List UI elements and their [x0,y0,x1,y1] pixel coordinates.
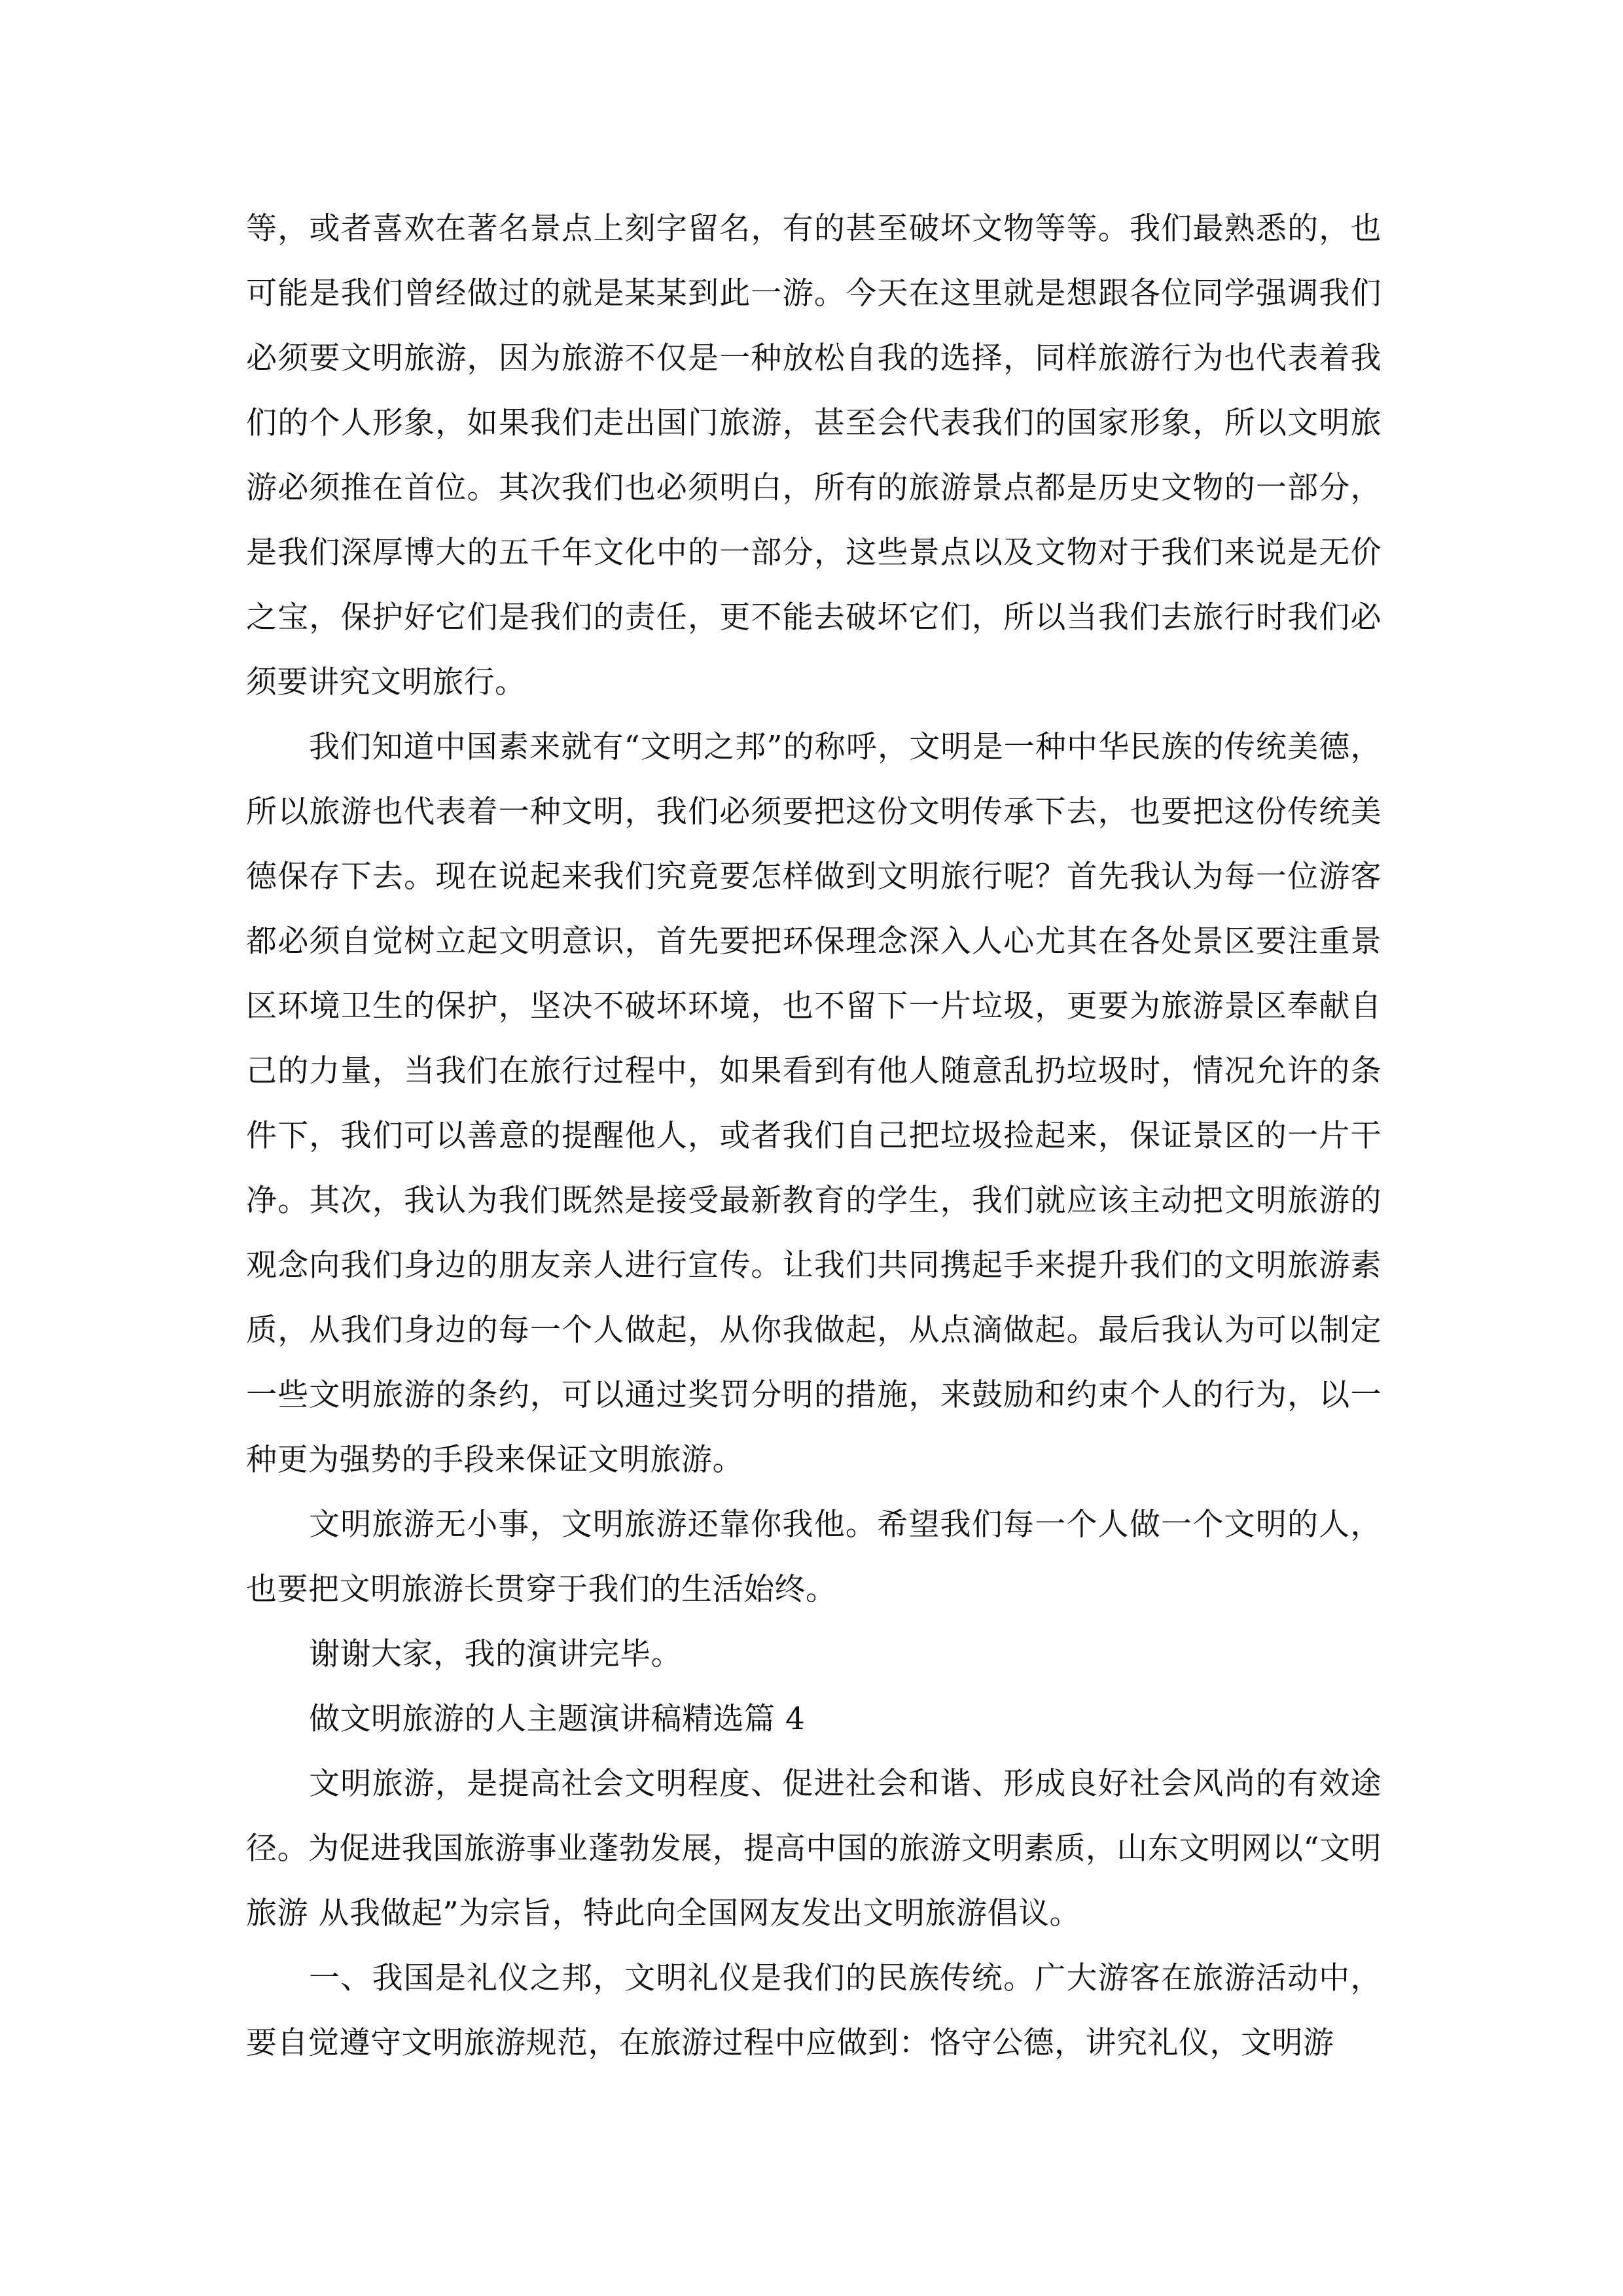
paragraph-thanks: 谢谢大家，我的演讲完毕。 [309,1636,682,1672]
section-heading: 做文明旅游的人主题演讲稿精选篇 4 [309,1701,806,1737]
paragraph-item-one: 一、我国是礼仪之邦，文明礼仪是我们的民族传统。广大游客在旅游活动中，要自觉遵守文明旅游规范，在旅游过程中应做到：恪守公德，讲究礼仪，文明游 [246,1960,1382,2061]
paragraph-initiative: 文明旅游，是提高社会文明程度、促进社会和谐、形成良好社会风尚的有效途径。为促进我国旅游事业蓬勃发展，提高中国的旅游文明素质，山东文明网以“文明旅游 从我做起”为宗旨，特此向全国网友发出文明旅游倡议。 [246,1766,1382,1931]
document-body [246,196,1382,2075]
paragraph-conclusion: 文明旅游无小事，文明旅游还靠你我他。希望我们每一个人做一个文明的人，也要把文明旅游长贯穿于我们的生活始终。 [246,1507,1382,1607]
paragraph-continuation: 等，或者喜欢在著名景点上刻字留名，有的甚至破坏文物等等。我们最熟悉的，也可能是我们曾经做过的就是某某到此一游。今天在这里就是想跟各位同学强调我们必须要文明旅游，因为旅游不仅是一种放松自我的选择，同样旅游行为也代表着我们的个人形象，如果我们走出国门旅游，甚至会代表我们的国家形象，所以文明旅游必须推在首位。其次我们也必须明白，所有的旅游景点都是历史文物的一部分，是我们深厚博大的五千年文化中的一部分，这些景点以及文物对于我们来说是无价之宝，保护好它们是我们的责任，更不能去破坏它们，所以当我们去旅行时我们必须要讲究文明旅行。 [246,211,1382,700]
paragraph-civilized-nation: 我们知道中国素来就有“文明之邦”的称呼，文明是一种中华民族的传统美德，所以旅游也代表着一种文明，我们必须要把这份文明传承下去，也要把这份传统美德保存下去。现在说起来我们究竟要怎样做到文明旅行呢？首先我认为每一位游客都必须自觉树立起文明意识，首先要把环保理念深入人心尤其在各处景区要注重景区环境卫生的保护，坚决不破坏环境，也不留下一片垃圾，更要为旅游景区奉献自己的力量，当我们在旅行过程中，如果看到有他人随意乱扔垃圾时，情况允许的条件下，我们可以善意的提醒他人，或者我们自己把垃圾捡起来，保证景区的一片干净。其次，我认为我们既然是接受最新教育的学生，我们就应该主动把文明旅游的观念向我们身边的朋友亲人进行宣传。让我们共同携起手来提升我们的文明旅游素质，从我们身边的每一个人做起，从你我做起，从点滴做起。最后我认为可以制定一些文明旅游的条约，可以通过奖罚分明的措施，来鼓励和约束个人的行为，以一种更为强势的手段来保证文明旅游。 [246,729,1382,1478]
